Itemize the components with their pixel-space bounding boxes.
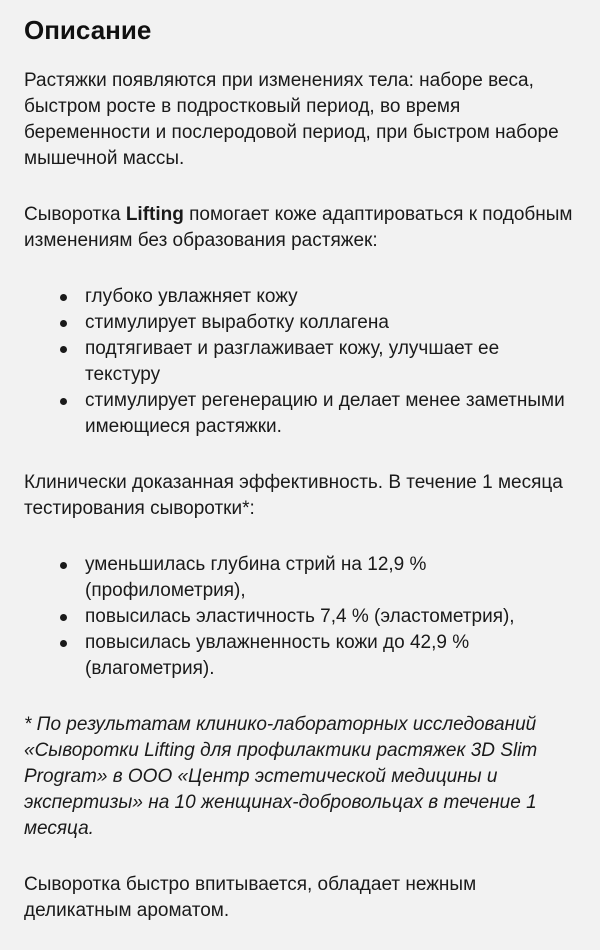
results-list	[24, 552, 576, 682]
product-paragraph-before: Сыворотка	[24, 204, 126, 225]
footnote: * По результатам клинико-лабораторных исследований «Сыворотки Lifting для профилактики растяжек 3D Slim Program» в ООО «Центр эстетической медицины и экспертизы» на 10 женщинах-добровольцах в течение 1 месяца.	[24, 714, 538, 839]
list-item: стимулирует регенерацию и делает менее заметными имеющиеся растяжки.	[60, 388, 576, 440]
section-title: Описание	[24, 15, 152, 45]
list-item: уменьшилась глубина стрий на 12,9 % (профилометрия),	[60, 552, 576, 604]
closing-paragraph: Сыворотка быстро впитывается, обладает нежным деликатным ароматом.	[24, 874, 477, 921]
efficacy-paragraph: Клинически доказанная эффективность. В течение 1 месяца тестирования сыворотки*:	[24, 472, 563, 519]
brand-name: Lifting	[125, 204, 184, 225]
benefits-list	[24, 284, 576, 440]
intro-paragraph: Растяжки появляются при изменениях тела: наборе веса, быстром росте в подростковый период, во время беременности и послеродовой период, при быстром наборе мышечной массы.	[24, 70, 559, 169]
list-item: подтягивает и разглаживает кожу, улучшает ее текстуру	[60, 336, 576, 388]
list-item: повысилась эластичность 7,4 % (эластометрия),	[60, 604, 576, 630]
product-paragraph	[24, 202, 576, 254]
product-paragraph-after: помогает коже адаптироваться к подобным изменениям без образования растяжек:	[24, 204, 573, 251]
list-item: стимулирует выработку коллагена	[60, 310, 576, 336]
list-item: глубоко увлажняет кожу	[60, 284, 576, 310]
list-item: повысилась увлажненность кожи до 42,9 % (влагометрия).	[60, 630, 576, 682]
